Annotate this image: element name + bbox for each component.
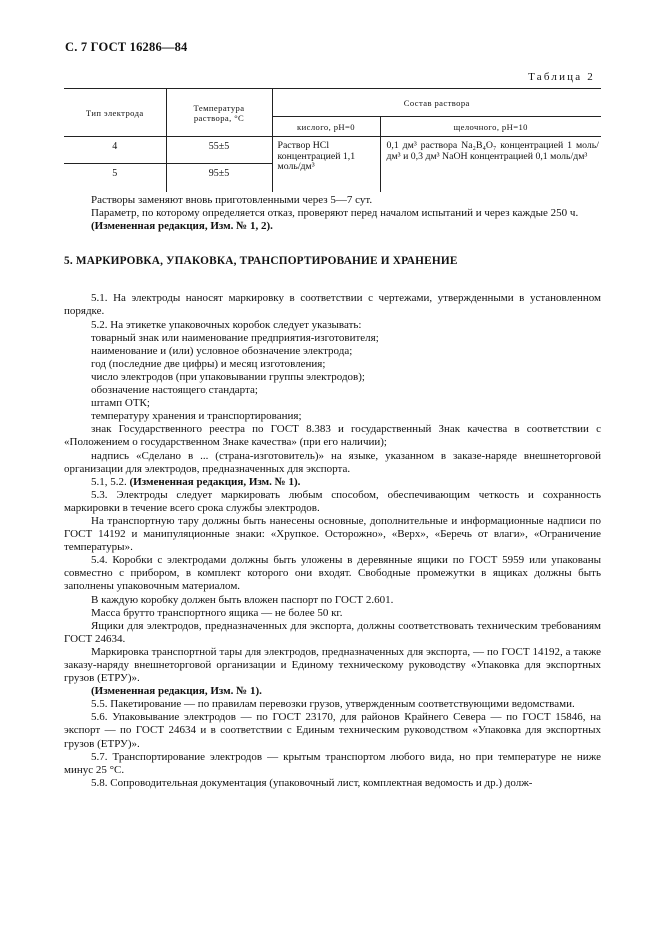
cell-temp-4: 55±5 xyxy=(166,137,272,164)
col-header-temp: Температура раствора, °С xyxy=(166,89,272,137)
clause-refs: 5.1, 5.2. xyxy=(91,475,127,488)
col-header-composition: Состав раствора xyxy=(272,89,601,117)
paragraph: В каждую коробку должен быть вложен паспорт по ГОСТ 2.601. xyxy=(91,593,394,606)
paragraph: 5.4. Коробки с электродами должны быть уложены в деревянные ящики по ГОСТ 5959 или упакованы совместно с прибором, в комплект которого они входят. Свободные промежутки в ящиках должны быть заполнены упаковочным материалом. xyxy=(64,554,601,593)
col-header-alkaline: щелочного, рН=10 xyxy=(380,117,601,137)
paragraph: 5.3. Электроды следует маркировать любым способом, обеспечивающим четкость и сохранность маркировки в течение всего срока службы электродов. xyxy=(64,488,601,514)
list-item: год (последние две цифры) и месяц изготовления; xyxy=(91,357,326,370)
paragraph: На транспортную тару должны быть нанесены основные, дополнительные и информационные надписи по ГОСТ 14192 и манипуляционные знаки: «Хрупкое. Осторожно», «Верх», «Беречь от влаги», «Ограничение температуры». xyxy=(64,514,601,554)
amendment-note: (Измененная редакция, Изм. № 1, 2). xyxy=(91,220,273,233)
paragraph: Параметр, по которому определяется отказ, проверяют перед началом испытаний и через каждые 250 ч. xyxy=(91,207,579,220)
col-header-type: Тип электрода xyxy=(64,89,166,137)
paragraph: Растворы заменяют вновь приготовленными через 5—7 сут. xyxy=(91,194,373,206)
list-item: товарный знак или наименование предприятия-изготовителя; xyxy=(91,331,379,344)
list-item: наименование и (или) условное обозначение электрода; xyxy=(91,344,353,357)
solution-table xyxy=(64,88,601,192)
cell-type-4: 4 xyxy=(64,137,166,164)
list-item: обозначение настоящего стандарта; xyxy=(91,384,258,397)
list-item: знак Государственного реестра по ГОСТ 8.383 и государственный Знак качества в соответствии с «Положением о государственном Знаке качества» (при его наличии); xyxy=(64,423,601,449)
page-header: С. 7 ГОСТ 16286—84 xyxy=(65,40,188,54)
paragraph: 5.1. На электроды наносят маркировку в соответствии с чертежами, утвержденными в установленном порядке. xyxy=(64,292,601,318)
paragraph: 5.5. Пакетирование — по правилам перевозки грузов, утвержденным соответствующими ведомствами. xyxy=(91,698,575,711)
body-text xyxy=(64,194,601,790)
paragraph: Маркировка транспортной тары для электродов, предназначенных для экспорта, — по ГОСТ 14192, а также заказу-наряду внешнеторговой организации и Единому техническому руководству «Упаковка для экспортных грузов (ЕТРУ)». xyxy=(64,645,601,685)
paragraph: 5.7. Транспортирование электродов — крытым транспортом любого вида, но при температуре не ниже минус 25 °С. xyxy=(64,750,601,776)
cell-temp-5: 95±5 xyxy=(166,164,272,193)
cell-type-5: 5 xyxy=(112,168,118,179)
col-header-acid: кислого, рН=0 xyxy=(272,117,380,137)
section-title: 5. МАРКИРОВКА, УПАКОВКА, ТРАНСПОРТИРОВАНИЕ И ХРАНЕНИЕ xyxy=(64,255,458,268)
amendment-note: (Измененная редакция, Изм. № 1). xyxy=(129,475,301,488)
cell-alkaline-solution: 0,1 дм³ раствора Na₂B₄O₇ концентрацией 1 моль/дм³ и 0,3 дм³ NaOH концентрацией 0,1 моль/дм³ xyxy=(380,137,601,193)
cell-acid-solution: Раствор HCl концентрацией 1,1 моль/дм³ xyxy=(272,137,380,193)
amendment-note: (Измененная редакция, Изм. № 1). xyxy=(91,685,262,698)
paragraph: 5.8. Сопроводительная документация (упаковочный лист, комплектная ведомость и др.) долж- xyxy=(91,776,533,789)
list-item: температуру хранения и транспортирования; xyxy=(91,410,302,423)
list-item: штамп ОТК; xyxy=(91,397,150,410)
paragraph: Ящики для электродов, предназначенных для экспорта, должны соответствовать техническим требованиям ГОСТ 24634. xyxy=(64,619,601,645)
list-item: надпись «Сделано в ... (страна-изготовитель)» на языке, указанном в заказе-наряде внешнеторговой организации для электродов, предназначенных для экспорта. xyxy=(64,449,601,475)
paragraph: Масса брутто транспортного ящика — не более 50 кг. xyxy=(91,606,343,619)
table-label: Таблица 2 xyxy=(528,71,595,83)
list-item: число электродов (при упаковывании группы электродов); xyxy=(91,370,365,383)
paragraph: 5.2. На этикетке упаковочных коробок следует указывать: xyxy=(91,318,362,331)
amendment-line xyxy=(64,476,601,489)
paragraph: 5.6. Упаковывание электродов — по ГОСТ 23170, для районов Крайнего Севера — по ГОСТ 15846, на экспорт — по ГОСТ 24634 и в соответствии с Единым техническим руководством «Упаковка для экспортных грузов (ЕТРУ)». xyxy=(64,711,601,750)
